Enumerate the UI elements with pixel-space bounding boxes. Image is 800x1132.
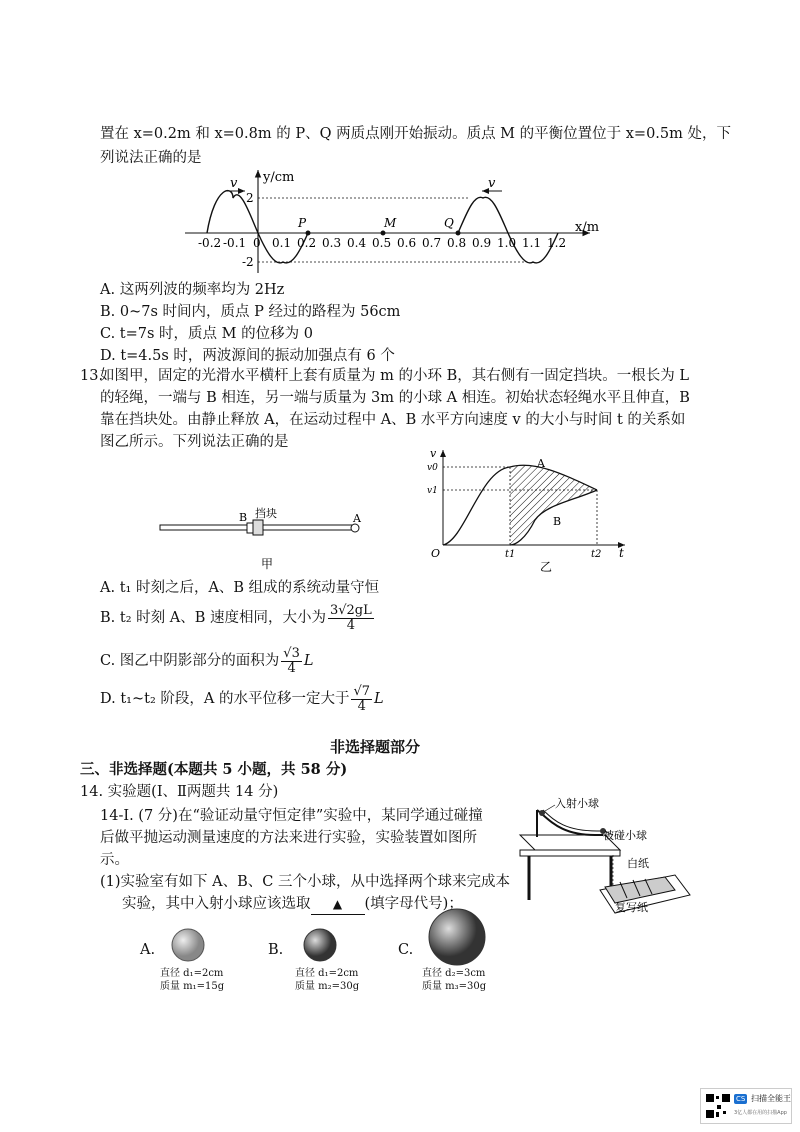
figure-yi — [425, 445, 635, 575]
yi-curve-B: B — [553, 515, 562, 528]
y-tick-neg2: -2 — [242, 255, 254, 269]
yi-y-axis: v — [430, 447, 437, 460]
q14-part1-hint: (填字母代号)； — [364, 896, 463, 912]
q12-option-b: B. 0~7s 时间内，质点 P 经过的路程为 56cm — [100, 304, 401, 320]
yi-origin: O — [431, 547, 441, 560]
fraction-denominator: 4 — [346, 617, 355, 633]
section-heading: 三、非选择题(本题共 5 小题，共 58 分) — [80, 761, 348, 778]
q13-option-d-text: D. t₁~t₂ 阶段，A 的水平位移一定大于 — [100, 691, 350, 707]
label-block: 挡块 — [255, 507, 277, 520]
q13-line3: 靠在挡块处。由静止释放 A，在运动过程中 A、B 水平方向速度 v 的大小与时间 t 的关系如 — [100, 412, 686, 428]
q12-option-d: D. t=4.5s 时，两波源间的振动加强点有 6 个 — [100, 348, 395, 364]
point-Q: Q — [444, 216, 454, 230]
x-tick: 1.2 — [547, 236, 567, 250]
y-tick-2: 2 — [246, 191, 254, 205]
scanner-watermark — [700, 1088, 792, 1124]
label-A: A — [353, 512, 361, 525]
q14-part1-line2 — [122, 894, 463, 915]
q13-option-c-text: C. 图乙中阴影部分的面积为 — [100, 653, 280, 669]
label-incident-ball: 入射小球 — [555, 797, 599, 810]
wave-graph — [170, 165, 630, 280]
x-tick: 0.4 — [347, 236, 367, 250]
label-carbon-paper: 复写纸 — [615, 901, 648, 914]
x-tick: 0.6 — [397, 236, 417, 250]
yi-t2: t2 — [591, 549, 602, 560]
fraction-denominator: 4 — [287, 660, 296, 676]
x-tick: -0.1 — [223, 236, 247, 250]
q12-intro-line2: 列说法正确的是 — [100, 150, 202, 166]
x-ticks — [198, 236, 566, 250]
ball-c-letter: C. — [398, 942, 414, 958]
cs-logo-icon: CS — [736, 1095, 746, 1103]
ball-b-icon — [300, 925, 340, 965]
yi-v1: v1 — [427, 486, 438, 496]
q13-option-b-fraction — [328, 604, 374, 633]
x-tick: -0.2 — [198, 236, 222, 250]
yi-t1: t1 — [505, 549, 516, 560]
ball-a-letter: A. — [140, 942, 156, 958]
v-left-label: v — [230, 176, 238, 191]
q13-option-d — [100, 684, 384, 714]
yi-curve-A: A — [537, 457, 545, 470]
caption-jia: 甲 — [261, 557, 274, 571]
fraction-numerator: √7 — [353, 683, 371, 699]
q13-option-a: A. t₁ 时刻之后，A、B 组成的系统动量守恒 — [100, 580, 380, 596]
q13-option-d-unit: L — [374, 691, 384, 707]
ball-a-mass: 质量 m₁=15g — [160, 981, 225, 992]
label-target-ball: 被碰小球 — [603, 829, 647, 842]
q12-intro-line1: 置在 x=0.2m 和 x=0.8m 的 P、Q 两质点刚开始振动。质点 M 的平衡位置位于 x=0.5m 处，下 — [100, 126, 731, 142]
x-tick: 0.3 — [322, 236, 342, 250]
ball-b-diameter: 直径 d₁=2cm — [295, 968, 359, 979]
answer-blank: ▲ — [311, 894, 365, 915]
q13-line1: 如图甲，固定的光滑水平横杆上套有质量为 m 的小环 B，其右侧有一固定挡块。一根长为 L — [100, 368, 689, 384]
q14-part1-line1: (1)实验室有如下 A、B、C 三个小球，从中选择两个球来完成本 — [100, 874, 510, 890]
x-tick: 0.8 — [447, 236, 467, 250]
q14-part1-text: 实验，其中入射小球应该选取 — [122, 896, 311, 912]
ball-b-mass: 质量 m₂=30g — [295, 981, 360, 992]
yi-x-axis: t — [619, 546, 624, 560]
x-tick: 0.1 — [272, 236, 292, 250]
x-tick: 0.9 — [472, 236, 492, 250]
x-tick: 1.1 — [522, 236, 542, 250]
section-title: 非选择题部分 — [330, 738, 421, 756]
ball-c-mass: 质量 m₃=30g — [422, 981, 487, 992]
q12-option-a: A. 这两列波的频率均为 2Hz — [100, 282, 285, 298]
v-right-label: v — [488, 176, 496, 191]
label-B: B — [239, 511, 248, 524]
x-tick: 1.0 — [497, 236, 517, 250]
yi-v0: v0 — [427, 463, 438, 473]
q13-line4: 图乙所示。下列说法正确的是 — [100, 434, 289, 450]
q13-option-b — [100, 603, 376, 633]
fraction-denominator: 4 — [357, 698, 366, 714]
point-P: P — [298, 216, 307, 230]
ball-c-diameter: 直径 d₂=3cm — [422, 968, 486, 979]
x-tick: 0 — [253, 236, 261, 250]
q13-option-c-fraction — [281, 647, 302, 676]
qr-code-icon — [705, 1093, 731, 1119]
apparatus-figure — [515, 795, 695, 915]
ball-b-letter: B. — [268, 942, 284, 958]
x-tick: 0.5 — [372, 236, 392, 250]
ball-a-icon — [168, 925, 208, 965]
q14-heading: 14. 实验题(Ⅰ、Ⅱ两题共 14 分) — [80, 784, 279, 800]
q13-number: 13. — [80, 368, 104, 384]
q13-option-d-fraction — [351, 685, 372, 714]
q14-text-line1: 14-Ⅰ. (7 分)在“验证动量守恒定律”实验中，某同学通过碰撞 — [100, 808, 483, 824]
q14-text-line3: 示。 — [100, 852, 129, 868]
y-axis-label: y/cm — [263, 170, 295, 185]
point-M: M — [384, 216, 397, 230]
figure-jia — [155, 505, 375, 575]
q13-option-c-unit: L — [303, 653, 314, 669]
q12-option-c: C. t=7s 时，质点 M 的位移为 0 — [100, 326, 313, 342]
x-tick: 0.2 — [297, 236, 317, 250]
fraction-numerator: 3√2gL — [329, 602, 372, 618]
caption-yi: 乙 — [540, 560, 553, 574]
q13-line2: 的轻绳，一端与 B 相连，另一端与质量为 3m 的小球 A 相连。初始状态轻绳水平且伸直，B — [100, 390, 690, 406]
label-white-paper: 白纸 — [627, 857, 649, 870]
q14-text-line2: 后做平抛运动测量速度的方法来进行实验，实验装置如图所 — [100, 830, 477, 846]
ball-c-icon — [426, 906, 488, 968]
fraction-numerator: √3 — [283, 645, 300, 661]
x-tick: 0.7 — [422, 236, 442, 250]
q13-option-b-text: B. t₂ 时刻 A、B 速度相同，大小为 — [100, 610, 326, 626]
ball-a-diameter: 直径 d₁=2cm — [160, 968, 224, 979]
q13-option-c — [100, 646, 314, 676]
badge-title: 扫描全能王 — [751, 1094, 791, 1103]
x-axis-label: x/m — [575, 220, 600, 235]
badge-subtitle: 3亿人都在用的扫描App — [734, 1110, 787, 1116]
